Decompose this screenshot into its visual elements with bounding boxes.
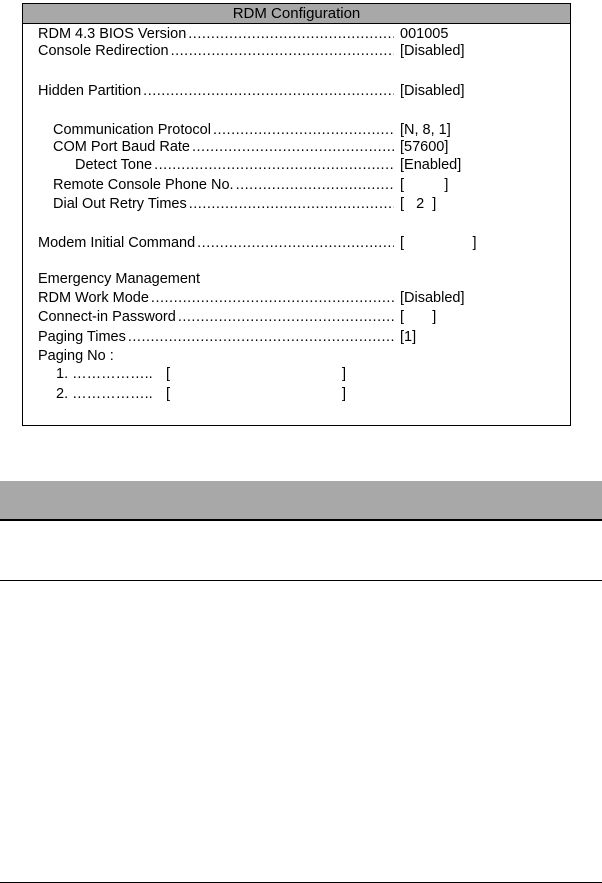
table-header [0,481,602,521]
setting-label: COM Port Baud Rate [53,139,190,155]
setting-remote-console-phone[interactable] [53,175,398,195]
paging-entry-close-bracket: ] [342,386,347,402]
setting-value[interactable]: [N, 8, 1] [400,122,451,138]
setting-paging-times[interactable] [38,327,398,347]
paging-no-label: Paging No : [38,348,114,364]
setting-label: Modem Initial Command [38,235,196,251]
setting-label: Remote Console Phone No. [53,177,234,193]
setting-label: Hidden Partition [38,83,142,99]
panel-title: RDM Configuration [23,4,570,24]
leader-dots [197,233,394,253]
setting-modem-initial-command[interactable] [38,233,398,253]
paging-entry-label: 1. …………….. [56,366,153,382]
setting-value[interactable]: [57600] [400,139,449,155]
setting-label: RDM Work Mode [38,290,149,306]
table-row-divider [0,580,602,581]
setting-value: 001005 [400,26,449,42]
leader-dots [128,327,394,347]
leader-dots [236,175,394,195]
paging-entry-label: 2. …………….. [56,386,153,402]
paging-entry-1[interactable] [56,364,347,384]
setting-connect-in-password[interactable] [38,307,398,327]
setting-rdm-work-mode[interactable] [38,288,398,308]
rdm-configuration-panel [22,3,571,426]
setting-console-redirection[interactable] [38,41,398,61]
emergency-management-heading: Emergency Management [38,271,200,287]
setting-value[interactable]: [1] [400,329,417,345]
setting-value[interactable]: [ 2 ] [400,196,437,212]
setting-value[interactable]: [Disabled] [400,83,465,99]
setting-value[interactable]: [ ] [400,235,477,251]
setting-detect-tone[interactable] [75,155,398,175]
setting-value[interactable]: [ ] [400,309,437,325]
setting-label: Communication Protocol [53,122,211,138]
setting-dial-out-retry-times[interactable] [53,194,398,214]
setting-label: Console Redirection [38,43,169,59]
paging-entry-open-bracket: [ [166,386,171,402]
setting-value[interactable]: [Enabled] [400,157,462,173]
leader-dots [143,81,394,101]
leader-dots [192,137,394,157]
setting-com-port-baud-rate[interactable] [53,137,398,157]
setting-value[interactable]: [Disabled] [400,43,465,59]
setting-label: Dial Out Retry Times [53,196,187,212]
setting-label: Connect-in Password [38,309,176,325]
setting-label: RDM 4.3 BIOS Version [38,26,187,42]
leader-dots [171,41,394,61]
setting-label: Detect Tone [75,157,153,173]
leader-dots [178,307,394,327]
leader-dots [151,288,394,308]
paging-entry-close-bracket: ] [342,366,347,382]
setting-label: Paging Times [38,329,126,345]
setting-value[interactable]: [Disabled] [400,290,465,306]
setting-value[interactable]: [ ] [400,177,449,193]
leader-dots [189,194,394,214]
leader-dots [154,155,394,175]
setting-hidden-partition[interactable] [38,81,398,101]
paging-entry-open-bracket: [ [166,366,171,382]
paging-entry-2[interactable] [56,384,347,404]
